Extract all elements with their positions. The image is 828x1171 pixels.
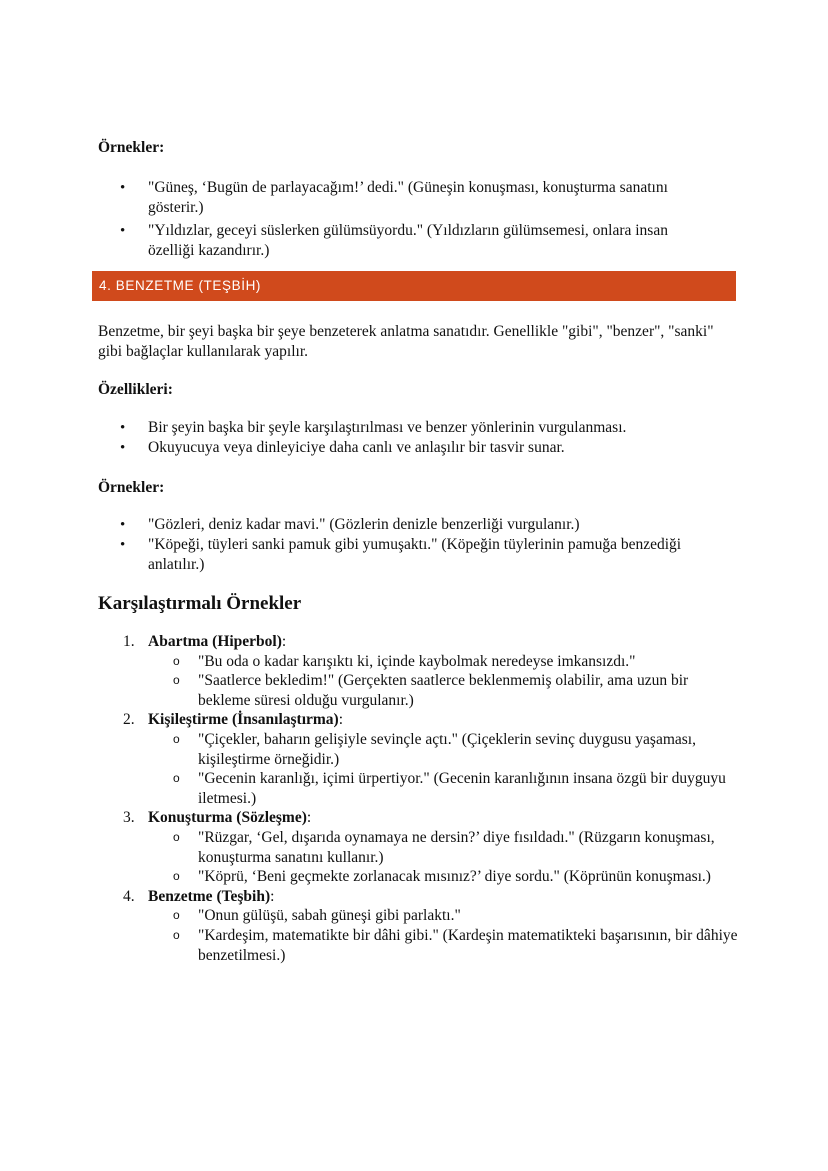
sub-item: o "Rüzgar, ‘Gel, dışarıda oynamaya ne dersin?’ diye fısıldadı." (Rüzgarın konuşması, konuşturma sanatını kullanır.) — [148, 828, 738, 867]
list-item: • "Güneş, ‘Bugün de parlayacağım!’ dedi." (Güneşin konuşması, konuşturma sanatını gösterir.) — [98, 178, 718, 218]
features-heading: Özellikleri: — [98, 381, 173, 398]
item-number: 2. — [123, 711, 135, 729]
item-alt: (Sözleşme) — [236, 809, 307, 827]
sub-item: o "Onun gülüşü, sabah güneşi gibi parlaktı." — [148, 906, 738, 926]
sub-item: o "Köprü, ‘Beni geçmekte zorlanacak mısınız?’ diye sordu." (Köprünün konuşması.) — [148, 867, 738, 887]
item-alt: (İnsanılaştırma) — [231, 711, 339, 729]
item-term: Benzetme — [148, 887, 213, 905]
item-number: 3. — [123, 809, 135, 827]
examples-heading-1: Örnekler: — [98, 139, 165, 156]
sub-list — [148, 730, 738, 808]
comparative-item: 2. Kişileştirme (İnsanılaştırma): o "Çiçekler, baharın gelişiyle sevinçle açtı." (Çiçeklerin sevinç duygusu yaşaması, kişileştirme örneğidir.) o "Gecenin karanlığı, içimi ürpertiyor." (Gecenin karanlığının insana özgü bir duyguyu iletmesi.) — [98, 710, 738, 808]
sub-item: o "Çiçekler, baharın gelişiyle sevinçle açtı." (Çiçeklerin sevinç duygusu yaşaması, kişileştirme örneğidir.) — [148, 730, 738, 769]
examples-list-1 — [98, 178, 718, 261]
sub-item: o "Gecenin karanlığı, içimi ürpertiyor." (Gecenin karanlığının insana özgü bir duyguyu iletmesi.) — [148, 769, 738, 808]
item-term: Kişileştirme — [148, 711, 229, 729]
sub-item: o "Kardeşim, matematikte bir dâhi gibi." (Kardeşin matematikteki başarısının, bir dâhiye benzetilmesi.) — [148, 926, 738, 965]
item-number: 1. — [123, 633, 135, 650]
item-alt: (Teşbih) — [216, 887, 271, 905]
list-item: • Okuyucuya veya dinleyiciye daha canlı ve anlaşılır bir tasvir sunar. — [98, 438, 738, 458]
section-heading-benzetme: 4. BENZETME (TEŞBİH) — [92, 271, 736, 301]
section-intro: Benzetme, bir şeyi başka bir şeye benzeterek anlatma sanatıdır. Genellikle "gibi", "benzer", "sanki" gibi bağlaçlar kullanılarak yapılır. — [98, 323, 714, 360]
sub-item: o "Bu oda o kadar karışıktı ki, içinde kaybolmak neredeyse imkansızdı." — [148, 652, 738, 672]
comparative-item: 3. Konuşturma (Sözleşme): o "Rüzgar, ‘Gel, dışarıda oynamaya ne dersin?’ diye fısıldadı." (Rüzgarın konuşması, konuşturma sanatını kullanır.) o "Köprü, ‘Beni geçmekte zorlanacak mısınız?’ diye sordu." (Köprünün konuşması.) — [98, 808, 738, 886]
examples-heading-2: Örnekler: — [98, 479, 165, 496]
comparative-item: 1. Abartma (Hiperbol): o "Bu oda o kadar karışıktı ki, içinde kaybolmak neredeyse imkansızdı." o "Saatlerce bekledim!" (Gerçekten saatlerce beklenmemiş olabilir, ama uzun bir bekleme süresi olduğu vurgulanır.) — [98, 632, 738, 710]
item-term: Abartma — [148, 633, 209, 650]
examples-list-2 — [98, 515, 738, 575]
comparative-title: Karşılaştırmalı Örnekler — [98, 593, 302, 614]
sub-list — [148, 828, 738, 887]
list-item: • Bir şeyin başka bir şeyle karşılaştırılması ve benzer yönlerinin vurgulanması. — [98, 418, 738, 438]
item-term: Konuşturma — [148, 809, 233, 827]
sub-item: o "Saatlerce bekledim!" (Gerçekten saatlerce beklenmemiş olabilir, ama uzun bir bekleme süresi olduğu vurgulanır.) — [148, 671, 738, 710]
item-alt: (Hiperbol) — [212, 633, 282, 650]
comparative-item: 4. Benzetme (Teşbih): o "Onun gülüşü, sabah güneşi gibi parlaktı." o "Kardeşim, matematikte bir dâhi gibi." (Kardeşin matematikteki başarısının, bir dâhiye benzetilmesi.) — [98, 887, 738, 965]
sub-list — [148, 652, 738, 711]
list-item: • "Köpeği, tüyleri sanki pamuk gibi yumuşaktı." (Köpeğin tüylerinin pamuğa benzediği anlatılır.) — [98, 535, 738, 575]
comparative-list — [98, 632, 738, 965]
list-item: • "Gözleri, deniz kadar mavi." (Gözlerin denizle benzerliği vurgulanır.) — [98, 515, 738, 535]
sub-list — [148, 906, 738, 965]
features-list — [98, 418, 738, 458]
item-number: 4. — [123, 887, 135, 905]
list-item: • "Yıldızlar, geceyi süslerken gülümsüyordu." (Yıldızların gülümsemesi, onlara insan özelliği kazandırır.) — [98, 221, 718, 261]
